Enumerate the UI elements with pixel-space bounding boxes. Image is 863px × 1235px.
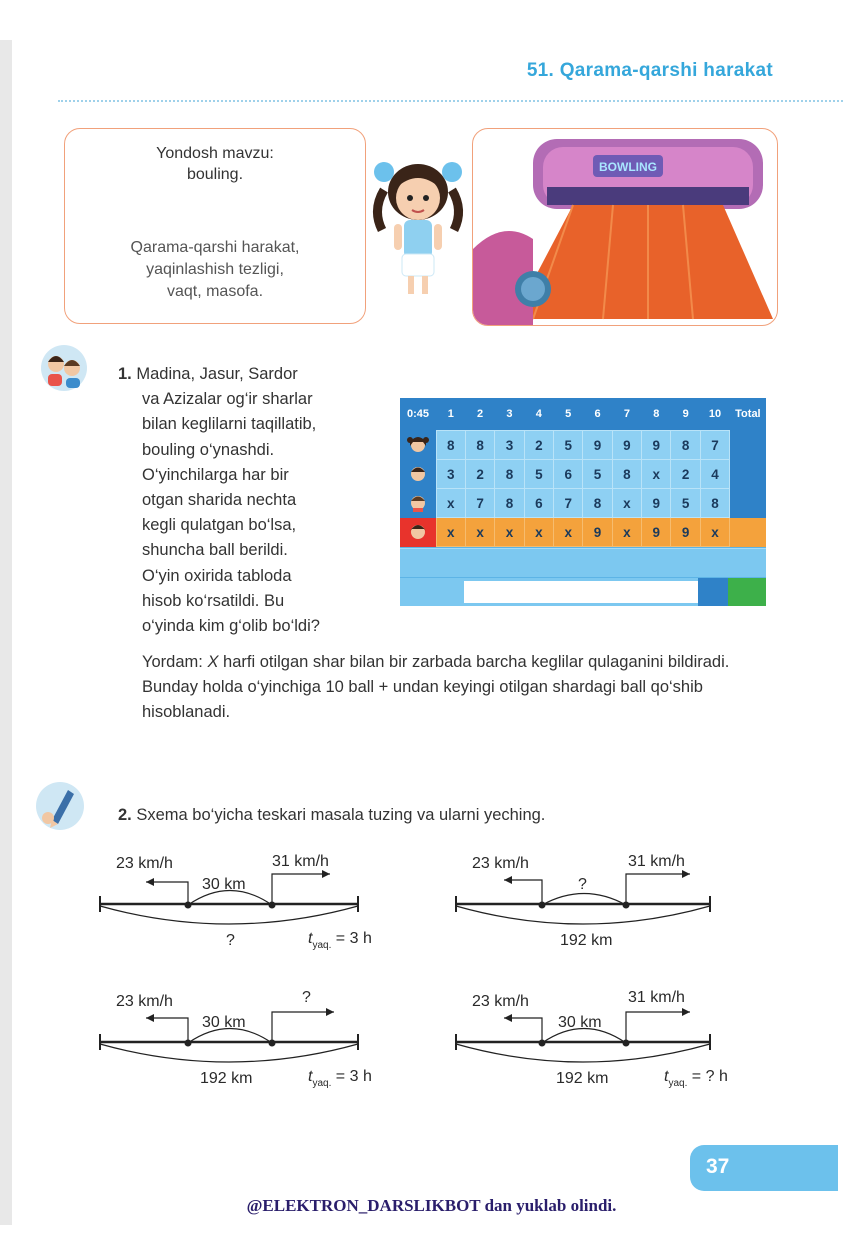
task-2-number: 2.: [118, 806, 132, 824]
task-1-line: bouling o‘ynashdi.: [142, 440, 275, 459]
topic-box: [64, 128, 366, 324]
speed-left: 23 km/h: [472, 993, 529, 1010]
meeting-time: $t_{yaq.} = 3$ h: [308, 1068, 372, 1089]
total-distance: 192 km: [200, 1070, 253, 1087]
gap-distance: 30 km: [202, 876, 246, 893]
score-cell: x: [612, 518, 641, 547]
total-cell: [730, 460, 766, 489]
task-1-line: bilan keglilarni taqillatib,: [142, 415, 317, 434]
gap-distance: 30 km: [202, 1014, 246, 1031]
score-cell: x: [436, 518, 465, 547]
page-number-tab: [690, 1145, 838, 1191]
scoreboard-footer: [400, 578, 766, 606]
task-1-text: [118, 362, 380, 639]
total-distance: 192 km: [560, 932, 613, 949]
motion-scheme: [96, 988, 386, 1108]
score-cell: 3: [436, 460, 465, 489]
total-cell: [730, 431, 766, 460]
motion-scheme: [452, 850, 742, 970]
hint-lead: Yordam:: [142, 653, 208, 671]
score-cell: 8: [583, 489, 612, 518]
task-1-line: o‘yinda kim g‘olib bo‘ldi?: [142, 617, 320, 636]
score-cell: x: [554, 518, 583, 547]
frame-header: 5: [554, 398, 583, 431]
bowling-alley-illustration: [473, 129, 777, 325]
meeting-time: $t_{yaq.} = 3$ h: [308, 930, 372, 951]
scoreboard-header-row: [400, 398, 766, 431]
motion-scheme: [452, 988, 742, 1108]
player-row-madina: [400, 431, 766, 460]
score-cell: x: [700, 518, 729, 547]
score-cell: 2: [671, 460, 700, 489]
scoreboard-input-strip: [464, 581, 698, 603]
task-1-line: Madina, Jasur, Sardor: [136, 365, 298, 383]
dotted-divider: [58, 100, 843, 102]
score-cell: 4: [700, 460, 729, 489]
player-avatar-icon: [400, 489, 436, 518]
speed-right: ?: [302, 989, 311, 1006]
scoreboard-green-key: [728, 578, 766, 606]
lesson-title: 51. Qarama-qarshi harakat: [526, 60, 773, 81]
frame-header: 8: [642, 398, 671, 431]
score-cell: x: [465, 518, 494, 547]
score-cell: 8: [495, 460, 524, 489]
score-cell: 7: [465, 489, 494, 518]
total-cell: [730, 518, 766, 547]
score-cell: 2: [524, 431, 553, 460]
player-row-sardor: [400, 489, 766, 518]
task-1-line: va Azizalar og‘ir sharlar: [142, 390, 313, 409]
frame-header: 7: [612, 398, 641, 431]
score-cell: 9: [612, 431, 641, 460]
hint-body: harfi otilgan shar bilan bir zarbada barcha keglilar qulaganini bildiradi. Bunday holda o‘yinchiga 10 ball + undan keyingi otilgan shardagi ball qo‘shib hisoblanadi.: [142, 653, 730, 722]
hint-paragraph: [142, 650, 782, 726]
score-cell: 5: [554, 431, 583, 460]
score-cell: 7: [554, 489, 583, 518]
scoreboard-blue-key: [698, 578, 728, 606]
task-1-number: 1.: [118, 365, 132, 383]
scoreboard-empty-row: [400, 548, 766, 577]
score-cell: 9: [642, 431, 671, 460]
score-cell: 2: [465, 460, 494, 489]
total-header: Total: [730, 398, 766, 431]
score-cell: 8: [436, 431, 465, 460]
related-topic: Yondosh mavzu: bouling.: [156, 145, 274, 183]
score-cell: 3: [495, 431, 524, 460]
page-binding-edge: [0, 40, 12, 1225]
total-distance: 192 km: [556, 1070, 609, 1087]
score-cell: 6: [554, 460, 583, 489]
score-cell: 7: [700, 431, 729, 460]
frame-header: 9: [671, 398, 700, 431]
motion-scheme: [96, 850, 386, 970]
score-cell: 8: [671, 431, 700, 460]
score-cell: 8: [465, 431, 494, 460]
scoreboard-time: 0:45: [400, 398, 436, 431]
score-cell: 9: [583, 431, 612, 460]
frame-header: 4: [524, 398, 553, 431]
score-cell: 8: [700, 489, 729, 518]
gap-distance: 30 km: [558, 1014, 602, 1031]
speed-right: 31 km/h: [628, 853, 685, 870]
lesson-keywords: Qarama-qarshi harakat, yaqinlashish tezligi, vaqt, masofa.: [130, 239, 300, 300]
task-2-instruction: Sxema bo‘yicha teskari masala tuzing va ularni yeching.: [136, 806, 546, 824]
writing-task-icon: [34, 780, 86, 832]
score-cell: x: [436, 489, 465, 518]
gap-distance: ?: [578, 876, 587, 893]
download-footer: @ELEKTRON_DARSLIKBOT dan yuklab olindi.: [246, 1196, 617, 1215]
player-row-jasur: [400, 460, 766, 489]
bowling-scoreboard: [400, 398, 766, 606]
player-avatar-icon: [400, 431, 436, 460]
frame-header: 6: [583, 398, 612, 431]
score-cell: 9: [642, 489, 671, 518]
score-cell: 5: [671, 489, 700, 518]
pair-work-icon: [38, 344, 90, 392]
score-cell: 5: [524, 460, 553, 489]
hint-x-letter: X: [207, 653, 219, 671]
score-cell: 9: [642, 518, 671, 547]
task-1-line: otgan sharida nechta: [142, 491, 297, 510]
speed-right: 31 km/h: [272, 853, 329, 870]
task-1-line: hisob ko‘rsatildi. Bu: [142, 591, 285, 610]
frame-header: 1: [436, 398, 465, 431]
score-cell: x: [642, 460, 671, 489]
score-cell: 5: [583, 460, 612, 489]
frame-header: 2: [465, 398, 494, 431]
player-avatar-icon: [400, 460, 436, 489]
score-cell: x: [612, 489, 641, 518]
player-avatar-icon: [400, 518, 436, 547]
scoreboard-table: [400, 398, 766, 547]
score-cell: x: [495, 518, 524, 547]
score-cell: 8: [495, 489, 524, 518]
speed-left: 23 km/h: [472, 855, 529, 872]
player-row-aziza: [400, 518, 766, 547]
speed-left: 23 km/h: [116, 855, 173, 872]
speed-left: 23 km/h: [116, 993, 173, 1010]
score-cell: 6: [524, 489, 553, 518]
score-cell: 9: [671, 518, 700, 547]
task-1-line: O‘yin oxirida tabloda: [142, 566, 292, 585]
task-1-line: shuncha ball berildi.: [142, 541, 288, 560]
meeting-time: $t_{yaq.}$ = ? h: [664, 1068, 728, 1089]
speed-right: 31 km/h: [628, 989, 685, 1006]
score-cell: 9: [583, 518, 612, 547]
bowling-sign: BOWLING: [599, 160, 657, 174]
frame-header: 3: [495, 398, 524, 431]
score-cell: x: [524, 518, 553, 547]
girl-illustration: [364, 150, 472, 300]
frame-header: 10: [700, 398, 729, 431]
bowling-picture-box: [472, 128, 778, 326]
page-number: 37: [706, 1155, 730, 1178]
total-cell: [730, 489, 766, 518]
task-1-line: O‘yinchilarga har bir: [142, 465, 289, 484]
task-2-text: [118, 806, 545, 825]
task-1-line: kegli qulatgan bo‘lsa,: [142, 516, 297, 535]
score-cell: 8: [612, 460, 641, 489]
total-distance: ?: [226, 932, 235, 949]
